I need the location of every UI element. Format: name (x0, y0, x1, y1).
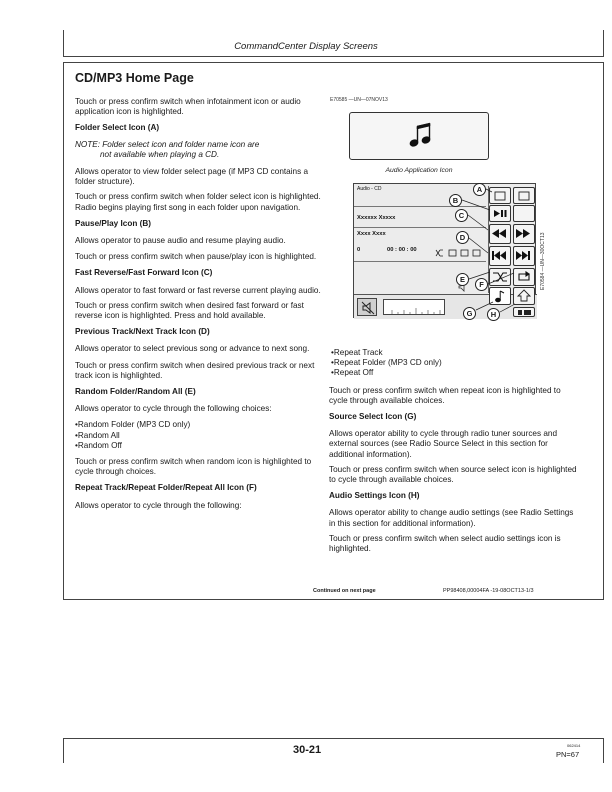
heading-repeat: Repeat Track/Repeat Folder/Repeat All Icon (F) (75, 483, 257, 493)
continued-note: Continued on next page (313, 588, 376, 594)
page-number: 30-21 (293, 744, 322, 756)
footer-right-bar (603, 738, 604, 763)
figure-id: E70584 —UN—30OCT13 (540, 232, 546, 290)
paragraph: Touch or press confirm switch when pause/play icon is highlighted. (75, 252, 317, 262)
list-item: •Random All (75, 430, 120, 440)
heading-source-select: Source Select Icon (G) (329, 412, 417, 422)
document-id: PP98408,00004FA -19-08OCT13-1/3 (443, 588, 534, 594)
paragraph: Allows operator to pause audio and resume playing audio. (75, 236, 286, 246)
paragraph: Touch or press confirm switch when desired previous track or next track icon is highlighted. (75, 360, 315, 380)
list-item: •Random Folder (MP3 CD only) (75, 420, 191, 430)
callout-a: A (473, 183, 486, 196)
paragraph: Allows operator to cycle through the following choices: (75, 404, 272, 414)
paragraph: Touch or press confirm switch when folder select icon is highlighted. Radio begins playing first song in each folder upon navigation. (75, 192, 321, 212)
paragraph: Allows operator to cycle through the following: (75, 500, 242, 510)
list-item: •Random Off (75, 440, 122, 450)
paragraph: Touch or press confirm switch when select audio settings icon is highlighted. (329, 533, 561, 554)
pn-label: PN=67 (556, 750, 580, 759)
paragraph: Allows operator to view folder select page (if MP3 CD contains a folder structure). (75, 167, 308, 187)
figure-caption: Audio Application Icon (385, 167, 453, 174)
right-column (329, 348, 577, 554)
heading-folder-select: Folder Select Icon (A) (75, 123, 160, 133)
section-title: CD/MP3 Home Page (75, 71, 194, 85)
heading-fast-forward: Fast Reverse/Fast Forward Icon (C) (75, 268, 213, 278)
list-item: •Repeat Off (331, 368, 374, 378)
note-line: NOTE: Folder select icon and folder name icon are (75, 139, 260, 149)
heading-audio-settings: Audio Settings Icon (H) (329, 491, 420, 501)
heading-pause-play: Pause/Play Icon (B) (75, 218, 151, 228)
elapsed-time: 00 : 00 : 00 (387, 247, 417, 253)
track-title: Xxxxxx Xxxxx (357, 215, 396, 221)
track-number: 0 (357, 247, 361, 253)
paragraph: Touch or press confirm switch when repeat icon is highlighted to cycle through available choices. (329, 385, 561, 405)
footer-left-bar (63, 738, 64, 763)
paragraph: Allows operator ability to cycle through radio tuner sources and external sources (see Radio Source Select in this section for additional information). (329, 429, 558, 459)
track-artist: Xxxx Xxxx (357, 231, 386, 237)
paragraph: Allows operator ability to change audio settings (see Radio Settings in this section for additional information). (329, 508, 574, 528)
note-line: not available when playing a CD. (100, 149, 220, 159)
paragraph: Touch or press confirm switch when infotainment icon or audio application icon is highlighted. (75, 97, 301, 117)
callout-e: E (456, 273, 469, 286)
list-item: •Repeat Folder (MP3 CD only) (331, 358, 442, 368)
list-item: •Repeat Track (331, 348, 383, 357)
screen-title: Audio - CD (357, 186, 382, 192)
paragraph: Allows operator to select previous song or advance to next song. (75, 344, 310, 354)
running-header: CommandCenter Display Screens (234, 41, 378, 52)
footer-rule (63, 738, 604, 739)
figure-id: E70585 —UN—07NOV13 (330, 97, 388, 103)
small-code: 062414 (567, 743, 581, 748)
heading-random: Random Folder/Random All (E) (75, 387, 196, 397)
heading-track: Previous Track/Next Track Icon (D) (75, 327, 210, 337)
paragraph: Allows operator to fast forward or fast reverse current playing audio. (75, 285, 321, 295)
paragraph: Touch or press confirm switch when random icon is highlighted to cycle through choices. (75, 457, 312, 477)
paragraph: Touch or press confirm switch when source select icon is highlighted to cycle through available choices. (329, 464, 577, 485)
callout-h: H (487, 308, 500, 321)
callout-d: D (456, 231, 469, 244)
callout-g: G (463, 307, 476, 320)
paragraph: Touch or press confirm switch when desired fast forward or fast reverse icon is highlighted. Press and hold available. (75, 300, 304, 321)
callout-f: F (475, 278, 488, 291)
callout-b: B (449, 194, 462, 207)
callout-c: C (455, 209, 468, 222)
